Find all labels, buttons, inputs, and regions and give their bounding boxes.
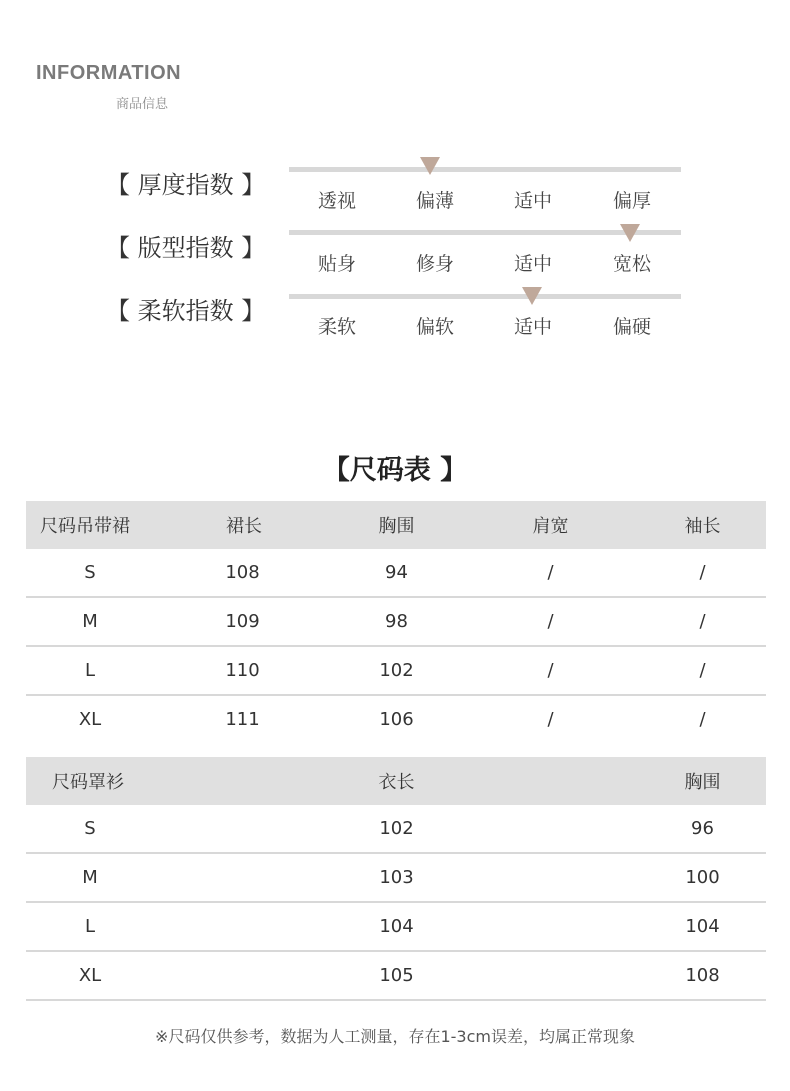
table-cell: / [639,549,766,597]
table-header-cell: 裙长 [154,501,331,549]
index-marker [620,224,640,242]
index-option: 偏软 [415,316,454,338]
index-option: 修身 [415,253,454,275]
table-row [26,646,766,695]
index-option: 贴身 [317,253,356,275]
table-cell: 104 [639,902,766,951]
table-cell: 104 [154,902,639,951]
index-bar [289,167,681,172]
index-marker [420,157,440,175]
index-option: 偏硬 [612,316,651,338]
index-option: 偏薄 [415,190,454,212]
table-cell: / [462,549,639,597]
table-header-row [26,757,766,805]
thickness-index [0,165,790,225]
index-option: 适中 [513,253,552,275]
index-bar [289,294,681,299]
table-row [26,951,766,1000]
table-cell: XL [26,951,154,1000]
table-row [26,549,766,597]
table-row [26,853,766,902]
table-cell: 109 [154,597,331,646]
table-cell: 102 [331,646,462,695]
softness-index [0,291,790,351]
table-cell: / [462,646,639,695]
table-cell: 105 [154,951,639,1000]
index-marker [522,287,542,305]
table-cell: 108 [154,549,331,597]
table-row [26,597,766,646]
table-cell: S [26,805,154,853]
table-cell: M [26,853,154,902]
size-disclaimer-note: ※尺码仅供参考，数据为人工测量，存在1-3cm误差，均属正常现象 [155,1027,635,1046]
size-table-blouse [26,757,766,1001]
table-row [26,805,766,853]
table-cell: / [699,709,706,730]
table-cell: L [26,646,154,695]
table-cell: 103 [154,853,639,902]
table-cell: 110 [154,646,331,695]
table-cell: 102 [154,805,639,853]
table-row [26,902,766,951]
table-header-cell: 衣长 [154,757,639,805]
table-cell: / [639,597,766,646]
header-title-cn: 商品信息 [116,97,169,112]
table-cell: 108 [639,951,766,1000]
table-cell: 94 [331,549,462,597]
table-row [26,695,766,743]
index-option: 偏厚 [612,190,651,212]
table-cell: XL [78,709,102,730]
index-option: 宽松 [612,253,651,275]
table-header-cell: 胸围 [639,757,766,805]
table-cell: 111 [225,709,260,730]
index-label: 【 版型指数 】 [106,234,266,262]
table-header-cell: 肩宽 [462,501,639,549]
table-cell: / [462,597,639,646]
index-option: 透视 [317,190,356,212]
table-header-cell: 袖长 [639,501,766,549]
index-label: 【 厚度指数 】 [106,171,266,199]
fit-index [0,228,790,288]
table-cell: M [26,597,154,646]
index-option: 适中 [513,190,552,212]
table-cell: 106 [379,709,414,730]
table-cell: L [26,902,154,951]
index-label: 【 柔软指数 】 [106,297,266,325]
table-header-row [26,501,766,549]
table-cell: / [547,709,554,730]
table-header-cell: 尺码吊带裙 [26,501,154,549]
table-cell: / [639,646,766,695]
table-header-cell: 胸围 [331,501,462,549]
index-option: 柔软 [317,316,356,338]
table-cell: 96 [639,805,766,853]
table-cell: 98 [331,597,462,646]
table-cell: S [26,549,154,597]
index-option: 适中 [513,316,552,338]
size-table-dress [26,501,766,743]
header-title-en: INFORMATION [36,62,182,84]
table-header-cell: 尺码罩衫 [26,757,154,805]
table-cell: 100 [639,853,766,902]
size-chart-title: 【尺码表 】 [322,455,468,486]
